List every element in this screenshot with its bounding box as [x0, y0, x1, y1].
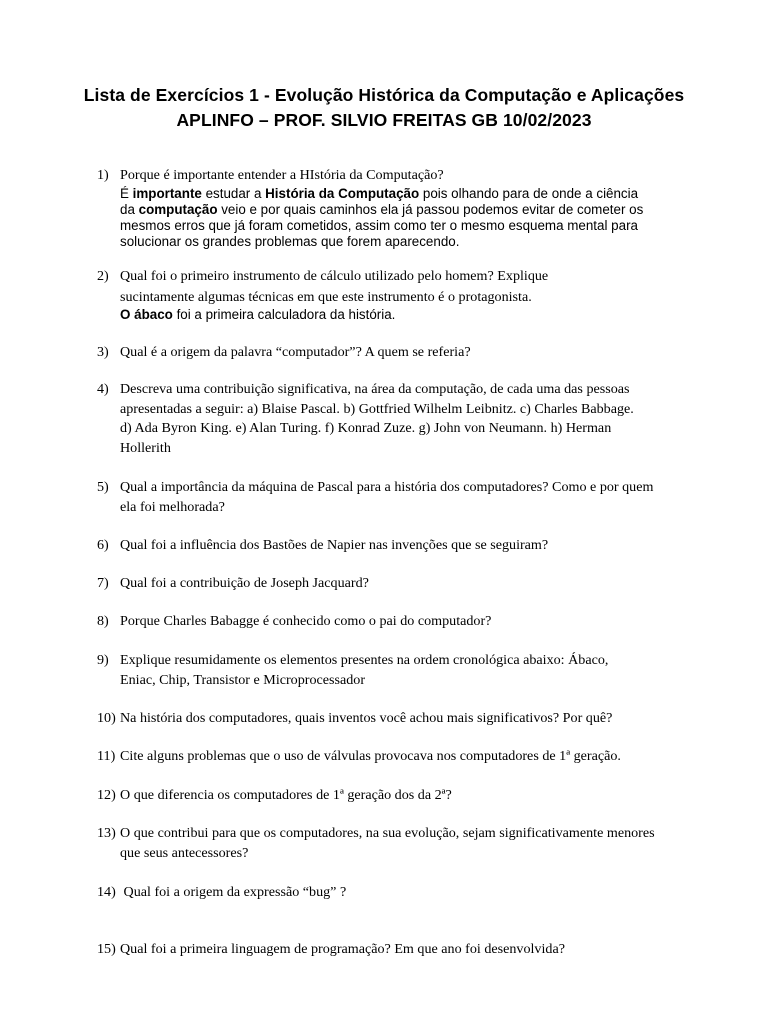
- question-number: 6): [97, 537, 109, 553]
- question-number: 14): [97, 884, 116, 900]
- answer-text: O ábaco foi a primeira calculadora da história.: [120, 307, 396, 322]
- document-title: Lista de Exercícios 1 - Evolução Histórica da Computação e Aplicações: [83, 85, 685, 105]
- question-text: Qual foi a primeira linguagem de programação? Em que ano foi desenvolvida?: [120, 941, 565, 957]
- question-number: 7): [97, 575, 109, 591]
- question-text: Na história dos computadores, quais inventos você achou mais significativos? Por quê?: [120, 710, 613, 726]
- document-subtitle: APLINFO – PROF. SILVIO FREITAS GB 10/02/2023: [176, 110, 592, 130]
- question-text: ela foi melhorada?: [120, 498, 225, 515]
- question-number: 8): [97, 613, 109, 629]
- question-text: sucintamente algumas técnicas em que este instrumento é o protagonista.: [120, 288, 532, 305]
- question-text: Explique resumidamente os elementos presentes na ordem cronológica abaixo: Ábaco,: [120, 652, 609, 668]
- question-text: Eniac, Chip, Transistor e Microprocessador: [120, 671, 366, 688]
- question-text: d) Ada Byron King. e) Alan Turing. f) Konrad Zuze. g) John von Neumann. h) Herman: [120, 420, 612, 436]
- question-text: Hollerith: [120, 439, 171, 456]
- question-number: 13): [97, 825, 116, 841]
- question-text: O que diferencia os computadores de 1ª geração dos da 2ª?: [120, 787, 452, 803]
- question-text: Qual foi a contribuição de Joseph Jacquard?: [120, 575, 369, 591]
- question-number: 10): [97, 710, 116, 726]
- question-number: 5): [97, 479, 109, 495]
- question-number: 2): [97, 268, 109, 284]
- question-text: O que contribui para que os computadores, na sua evolução, sejam significativamente menores: [120, 825, 655, 841]
- question-text: Qual é a origem da palavra “computador”? A quem se referia?: [120, 344, 471, 360]
- question-text: Descreva uma contribuição significativa, na área da computação, de cada uma das pessoas: [120, 381, 630, 397]
- question-text: que seus antecessores?: [120, 844, 249, 861]
- question-text: Qual foi o primeiro instrumento de cálculo utilizado pelo homem? Explique: [120, 268, 549, 284]
- question-text: Porque Charles Babagge é conhecido como o pai do computador?: [120, 613, 492, 629]
- question-number: 1): [97, 167, 109, 183]
- question-number: 12): [97, 787, 116, 803]
- question-text: apresentadas a seguir: a) Blaise Pascal. b) Gottfried Wilhelm Leibnitz. c) Charles Babbage.: [120, 400, 634, 417]
- question-text: Qual foi a influência dos Bastões de Napier nas invenções que se seguiram?: [120, 537, 549, 553]
- question-text: Qual a importância da máquina de Pascal para a história dos computadores? Como e por quem: [120, 479, 654, 495]
- answer-text: É importante estudar a História da Computação pois olhando para de onde a ciência da computação veio e por quais caminhos ela já passou podemos evitar de cometer os mesmos erros que já foram cometidos, assim como ter o mesmo esquema mental para solucionar os grandes problemas que forem aparecendo.: [120, 185, 644, 249]
- question-text: Cite alguns problemas que o uso de válvulas provocava nos computadores de 1ª geração.: [120, 748, 621, 764]
- question-text: Qual foi a origem da expressão “bug” ?: [120, 884, 347, 900]
- question-number: 3): [97, 344, 109, 360]
- question-text: Porque é importante entender a HIstória da Computação?: [120, 167, 444, 183]
- question-number: 4): [97, 381, 109, 397]
- question-number: 11): [97, 748, 116, 764]
- question-number: 15): [97, 941, 116, 957]
- question-number: 9): [97, 652, 109, 668]
